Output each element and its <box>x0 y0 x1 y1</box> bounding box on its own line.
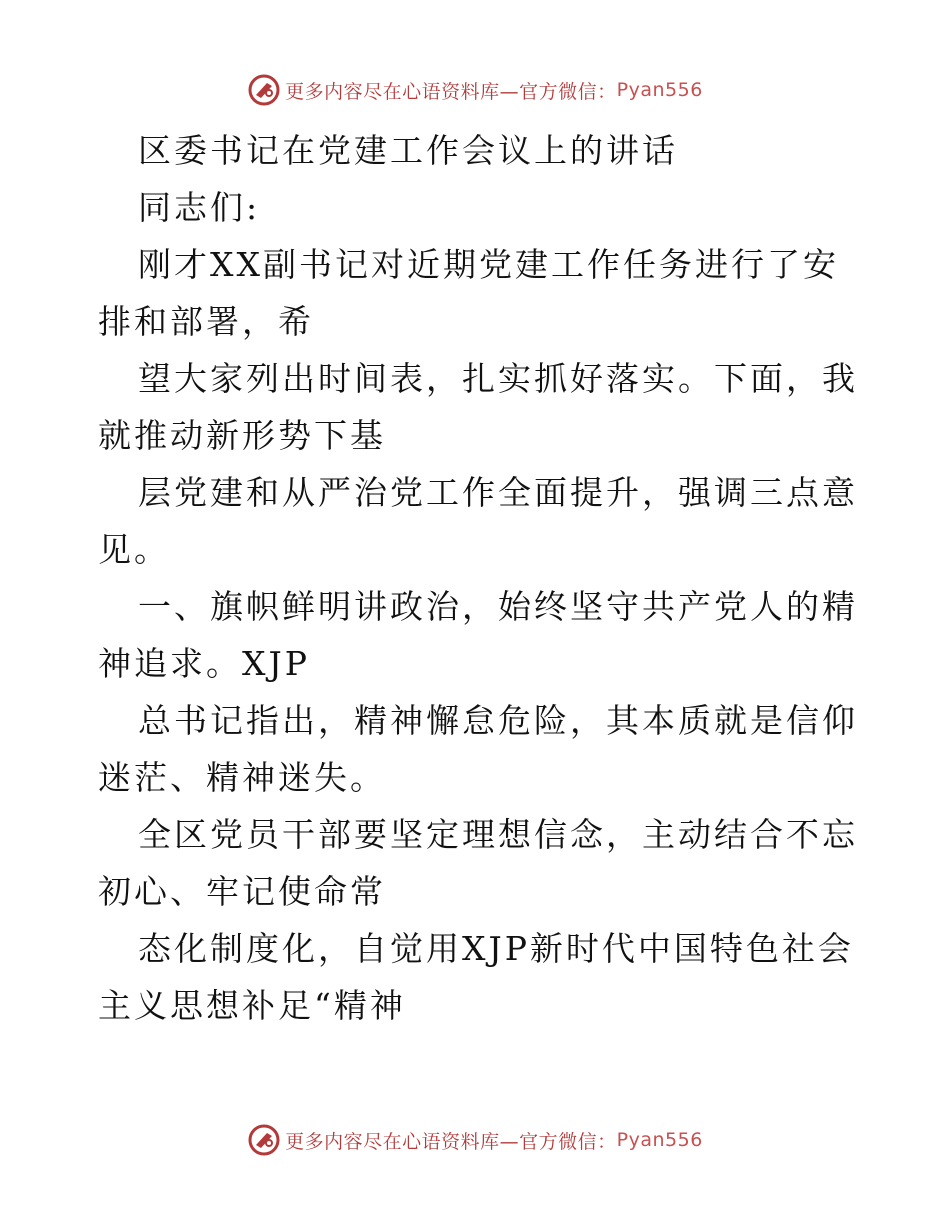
paragraph: 望大家列出时间表，扎实抓好落实。下面，我就推动新形势下基 <box>98 359 858 455</box>
paragraph: 刚才XX副书记对近期党建工作任务进行了安排和部署，希 <box>98 245 839 341</box>
header-watermark <box>0 70 950 110</box>
watermark-text: 更多内容尽在心语资料库—官方微信： <box>285 1130 617 1153</box>
seal-logo-icon <box>247 1123 281 1157</box>
paragraph: 层党建和从严治党工作全面提升，强调三点意见。 <box>98 473 858 569</box>
document-title: 区委书记在党建工作会议上的讲话 <box>138 131 678 170</box>
salutation: 同志们: <box>138 188 261 227</box>
paragraph: 态化制度化，自觉用XJP新时代中国特色社会主义思想补足“精神 <box>98 929 854 1025</box>
watermark-text: 更多内容尽在心语资料库—官方微信： <box>285 80 617 103</box>
watermark-wechat-id: Pyan556 <box>616 79 703 101</box>
document-body <box>98 122 858 1034</box>
section-heading-1: 一、旗帜鲜明讲政治，始终坚守共产党人的精神追求。XJP <box>98 587 858 683</box>
watermark-wechat-id: Pyan556 <box>616 1129 703 1151</box>
footer-watermark <box>0 1120 950 1160</box>
paragraph: 总书记指出，精神懈怠危险，其本质就是信仰迷茫、精神迷失。 <box>98 701 858 797</box>
paragraph: 全区党员干部要坚定理想信念，主动结合不忘初心、牢记使命常 <box>98 815 858 911</box>
seal-logo-icon <box>247 73 281 107</box>
